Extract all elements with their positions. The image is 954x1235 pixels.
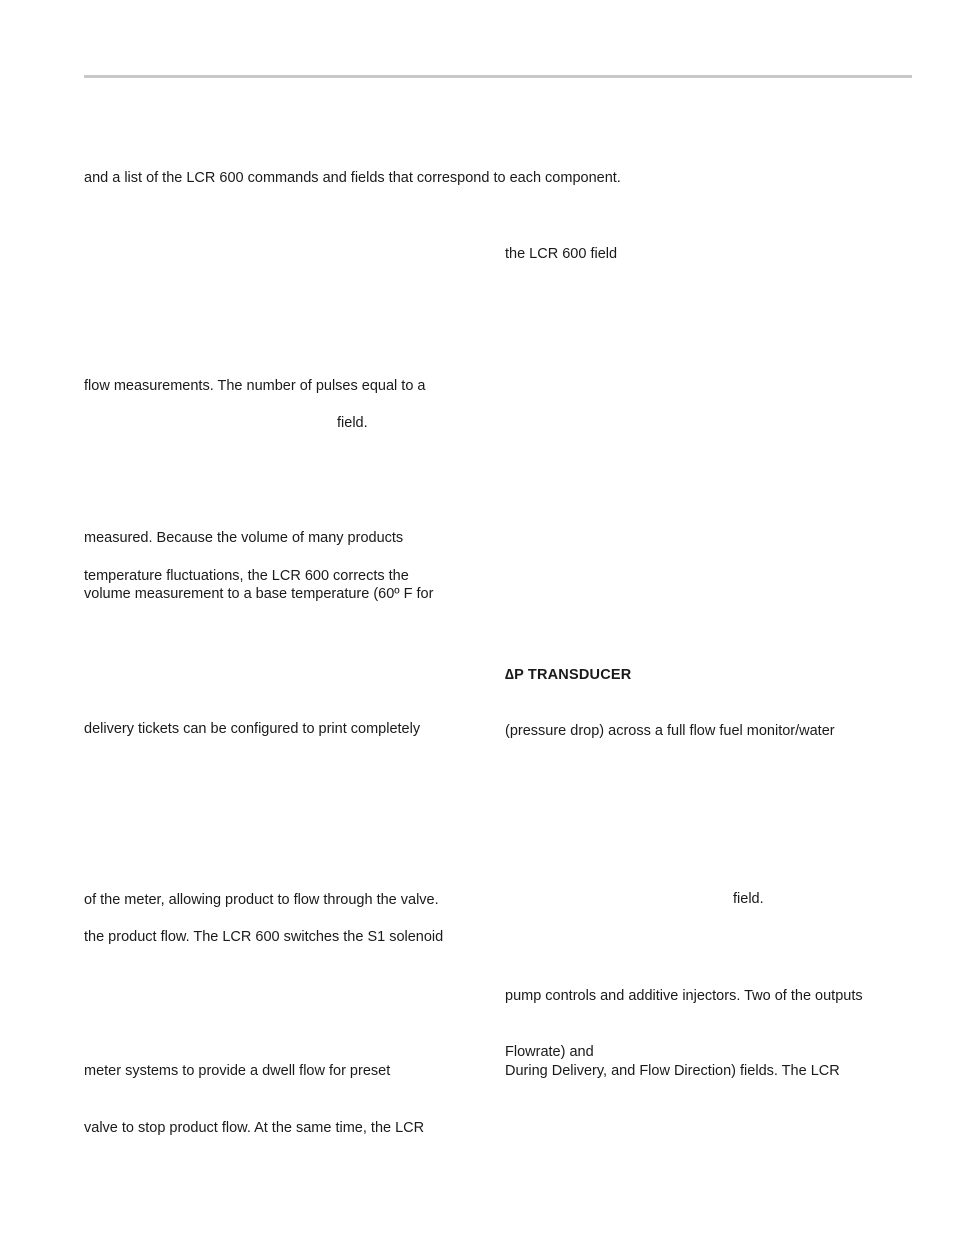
left-line-10: valve to stop product flow. At the same time, the LCR	[84, 1120, 425, 1136]
left-line-9: meter systems to provide a dwell flow for preset	[84, 1063, 391, 1079]
left-line-3: measured. Because the volume of many products	[84, 530, 404, 546]
right-line-4: pump controls and additive injectors. Two of the outputs	[505, 988, 863, 1004]
right-line-2: (pressure drop) across a full flow fuel monitor/water	[505, 723, 835, 739]
left-line-7: of the meter, allowing product to flow through the valve.	[84, 892, 439, 908]
right-line-6: During Delivery, and Flow Direction) fields. The LCR	[505, 1063, 840, 1079]
left-line-6: delivery tickets can be configured to print completely	[84, 721, 421, 737]
right-line-1: the LCR 600 field	[505, 246, 618, 262]
intro-line: and a list of the LCR 600 commands and fields that correspond to each component.	[84, 170, 621, 186]
delta-p-transducer-heading: ∆P TRANSDUCER	[505, 667, 632, 683]
left-line-2: field.	[337, 415, 368, 431]
right-line-5: Flowrate) and	[505, 1044, 594, 1060]
left-line-8: the product flow. The LCR 600 switches the S1 solenoid	[84, 929, 444, 945]
header-rule	[84, 75, 912, 78]
left-line-5: volume measurement to a base temperature (60º F for	[84, 586, 434, 602]
left-line-4: temperature fluctuations, the LCR 600 corrects the	[84, 568, 409, 584]
left-line-1: flow measurements. The number of pulses equal to a	[84, 378, 426, 394]
right-line-3: field.	[733, 891, 764, 907]
